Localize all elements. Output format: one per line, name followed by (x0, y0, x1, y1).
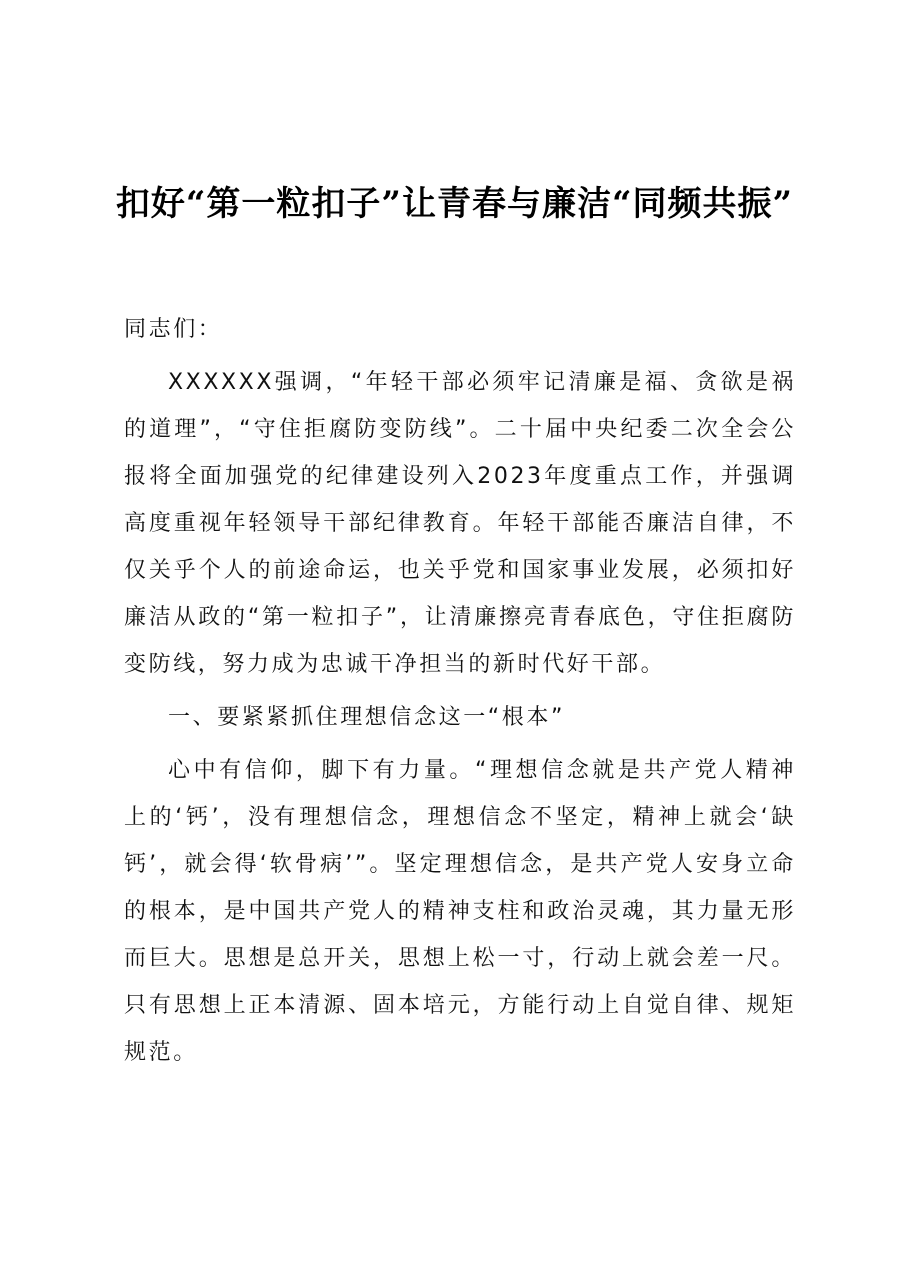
document-body (124, 306, 796, 1076)
salutation: 同志们： (124, 317, 223, 342)
paragraph-intro: XXXXXX强调，“年轻干部必须牢记清廉是福、贪欲是祸的道理”，“守住拒腐防变防线”。二十届中央纪委二次全会公报将全面加强党的纪律建设列入2023年度重点工作，并强调高度重视年轻领导干部纪律教育。年轻干部能否廉洁自律，不仅关乎个人的前途命运，也关乎党和国家事业发展，必须扣好廉洁从政的“第一粒扣子”，让清廉擦亮青春底色，守住拒腐防变防线，努力成为忠诚干净担当的新时代好干部。 (124, 370, 796, 677)
section-heading-1: 一、要紧紧抓住理想信念这一“根本” (168, 705, 565, 730)
paragraph-ideals: 心中有信仰，脚下有力量。“理想信念就是共产党人精神上的‘钙’，没有理想信念，理想信念不坚定，精神上就会‘缺钙’，就会得‘软骨病’”。坚定理想信念，是共产党人安身立命的根本，是中国共产党人的精神支柱和政治灵魂，其力量无形而巨大。思想是总开关，思想上松一寸，行动上就会差一尺。只有思想上正本清源、固本培元，方能行动上自觉自律、规矩规范。 (124, 758, 796, 1065)
document-title: 扣好“第一粒扣子”让青春与廉洁“同频共振” (115, 184, 794, 224)
